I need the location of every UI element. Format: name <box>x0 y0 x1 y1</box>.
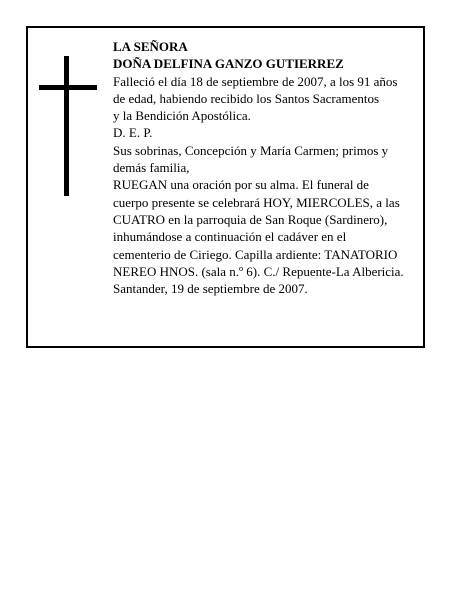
notice-line: y la Bendición Apostólica. <box>113 108 251 124</box>
notice-line: cuerpo presente se celebrará HOY, MIERCOLES, a las <box>113 194 400 210</box>
notice-line: de edad, habiendo recibido los Santos Sacramentos <box>113 90 380 106</box>
notice-line: Sus sobrinas, Concepción y María Carmen; primos y <box>113 142 389 158</box>
notice-heading: LA SEÑORA <box>113 39 188 54</box>
notice-line: CUATRO en la parroquia de San Roque (Sardinero), <box>113 211 388 227</box>
notice-line-date: Santander, 19 de septiembre de 2007. <box>113 281 308 297</box>
notice-line: inhumándose a continuación el cadáver en el <box>113 229 347 245</box>
cross-vertical-bar <box>64 56 69 196</box>
notice-text <box>113 38 419 297</box>
notice-line: cementerio de Ciriego. Capilla ardiente: TANATORIO <box>113 246 398 262</box>
notice-line: NEREO HNOS. (sala n.º 6). C./ Repuente-La Albericia. <box>113 263 404 279</box>
deceased-name: DOÑA DELFINA GANZO GUTIERREZ <box>113 56 344 72</box>
notice-line: Falleció el día 18 de septiembre de 2007, a los 91 años <box>113 73 398 89</box>
notice-line: demás familia, <box>113 160 190 176</box>
notice-line: RUEGAN una oración por su alma. El funeral de <box>113 177 369 193</box>
cross-horizontal-bar <box>39 85 97 90</box>
notice-line-dep: D. E. P. <box>113 125 153 141</box>
